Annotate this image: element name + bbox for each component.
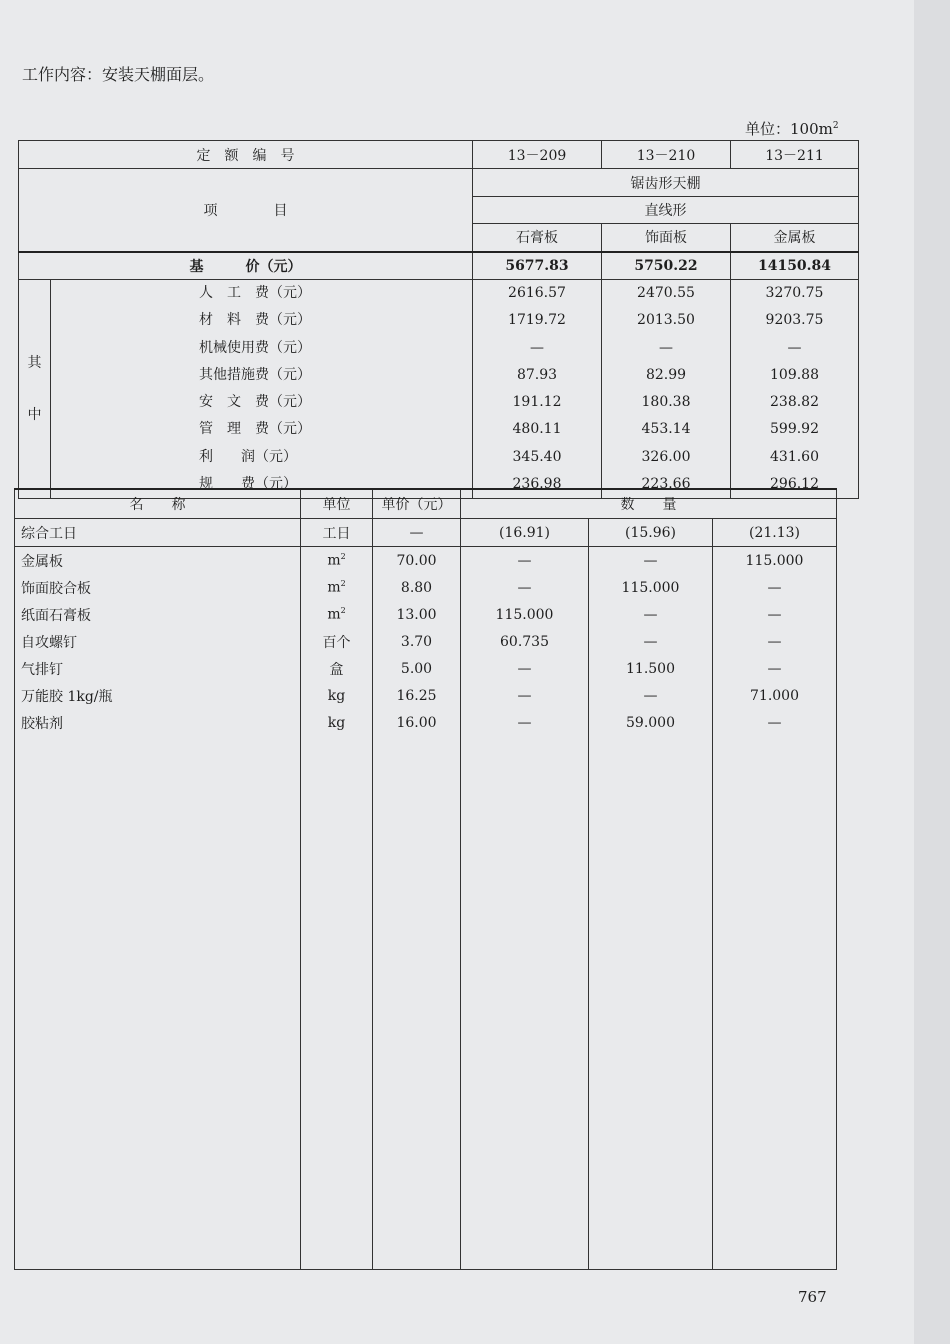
among-label-1: 其	[27, 355, 42, 372]
col-unit: 单位	[301, 489, 373, 519]
among-label	[19, 280, 51, 499]
resource-qty: —	[589, 682, 713, 709]
component-values-2	[602, 280, 731, 499]
resource-qty: 115.000	[461, 601, 589, 628]
resource-name: 纸面石膏板	[15, 601, 301, 628]
component-value: 431.60	[770, 448, 819, 465]
resource-qty: —	[589, 547, 713, 575]
component-value: 326.00	[641, 448, 691, 465]
resource-qty: —	[713, 655, 837, 682]
resource-name: 万能胶 1kg/瓶	[15, 682, 301, 709]
unit-text: m	[327, 579, 341, 596]
resource-unit: kg	[301, 682, 373, 709]
resource-price: 3.70	[373, 628, 461, 655]
resource-qty: —	[461, 547, 589, 575]
empty-cell	[373, 736, 461, 1270]
resource-qty: (21.13)	[713, 519, 837, 547]
resource-qty: 11.500	[589, 655, 713, 682]
resource-table	[14, 488, 837, 1270]
component-value: 236.98	[512, 476, 562, 493]
material-1: 石膏板	[473, 224, 602, 252]
unit-sup: 2	[832, 121, 839, 131]
resource-qty: —	[461, 709, 589, 736]
col-qty: 数 量	[461, 489, 837, 519]
resource-name: 综合工日	[15, 519, 301, 547]
resource-price: 70.00	[373, 547, 461, 575]
resource-price: 13.00	[373, 601, 461, 628]
component-value: 3270.75	[765, 285, 824, 301]
category: 锯齿形天棚	[473, 169, 859, 197]
resource-name: 胶粘剂	[15, 709, 301, 736]
resource-unit	[301, 574, 373, 601]
resource-qty: —	[713, 709, 837, 736]
resource-name: 自攻螺钉	[15, 628, 301, 655]
component-label: 管 理 费（元）	[199, 421, 311, 438]
resource-name: 气排钉	[15, 655, 301, 682]
quota-table	[18, 140, 859, 499]
page-number: 767	[798, 1288, 827, 1306]
resource-qty: —	[589, 601, 713, 628]
among-label-2: 中	[27, 407, 42, 424]
empty-cell	[301, 736, 373, 1270]
resource-qty: —	[461, 655, 589, 682]
component-value: 109.88	[770, 366, 819, 383]
resource-qty: 115.000	[713, 547, 837, 575]
col-price: 单价（元）	[373, 489, 461, 519]
resource-qty: —	[713, 601, 837, 628]
empty-cell	[589, 736, 713, 1270]
code-2: 13－210	[602, 141, 731, 169]
code-label: 定 额 编 号	[19, 141, 473, 169]
material-2: 饰面板	[602, 224, 731, 252]
component-label: 其他措施费（元）	[199, 366, 311, 383]
empty-cell	[15, 736, 301, 1270]
base-price-2: 5750.22	[602, 252, 731, 280]
col-name: 名 称	[15, 489, 301, 519]
component-label: 利 润（元）	[199, 448, 297, 465]
component-value: 2470.55	[637, 285, 695, 301]
resource-unit: 工日	[301, 519, 373, 547]
component-labels	[51, 280, 473, 499]
unit-label	[745, 118, 839, 139]
component-value: —	[787, 339, 802, 356]
empty-cell	[713, 736, 837, 1270]
component-value: 180.38	[641, 394, 691, 411]
component-value: 238.82	[770, 394, 819, 411]
resource-name: 饰面胶合板	[15, 574, 301, 601]
component-value: 1719.72	[508, 312, 566, 329]
resource-price: —	[373, 519, 461, 547]
resource-unit: 百个	[301, 628, 373, 655]
component-value: 2616.57	[508, 285, 566, 301]
resource-price: 5.00	[373, 655, 461, 682]
component-value: 82.99	[645, 366, 687, 383]
resource-qty: 115.000	[589, 574, 713, 601]
resource-qty: 71.000	[713, 682, 837, 709]
empty-cell	[461, 736, 589, 1270]
component-value: 599.92	[770, 421, 819, 438]
component-label: 人 工 费（元）	[199, 285, 311, 301]
component-value: 480.11	[512, 421, 562, 438]
material-3: 金属板	[731, 224, 859, 252]
component-values-3	[731, 280, 859, 499]
resource-qty: —	[589, 628, 713, 655]
base-price-1: 5677.83	[473, 252, 602, 280]
unit-text: 单位：100m	[745, 120, 833, 138]
component-value: 9203.75	[765, 312, 824, 329]
component-value: —	[530, 339, 544, 356]
resource-qty: (15.96)	[589, 519, 713, 547]
component-label: 规 费（元）	[199, 476, 297, 493]
resource-qty: (16.91)	[461, 519, 589, 547]
resource-price: 16.25	[373, 682, 461, 709]
resource-qty: 59.000	[589, 709, 713, 736]
component-label: 安 文 费（元）	[199, 394, 311, 411]
component-values-1	[473, 280, 602, 499]
base-price-3: 14150.84	[731, 252, 859, 280]
component-label: 材 料 费（元）	[199, 312, 311, 329]
resource-qty: —	[461, 682, 589, 709]
resource-unit: kg	[301, 709, 373, 736]
component-value: 191.12	[512, 394, 562, 411]
resource-price: 8.80	[373, 574, 461, 601]
code-3: 13－211	[731, 141, 859, 169]
component-value: 87.93	[516, 366, 558, 383]
unit-text: m	[327, 552, 341, 569]
subcategory: 直线形	[473, 197, 859, 224]
resource-qty: 60.735	[461, 628, 589, 655]
resource-unit	[301, 601, 373, 628]
resource-qty: —	[713, 628, 837, 655]
unit-sup: 2	[340, 552, 346, 562]
unit-sup: 2	[340, 579, 346, 589]
resource-name: 金属板	[15, 547, 301, 575]
component-label: 机械使用费（元）	[199, 339, 311, 356]
resource-qty: —	[713, 574, 837, 601]
resource-unit: 盒	[301, 655, 373, 682]
component-value: 453.14	[641, 421, 691, 438]
work-content: 工作内容：安装天棚面层。	[22, 65, 215, 84]
resource-unit	[301, 547, 373, 575]
item-label: 项 目	[19, 169, 473, 252]
resource-qty: —	[461, 574, 589, 601]
component-value: 296.12	[770, 476, 819, 493]
component-value: 345.40	[512, 448, 562, 465]
component-value: —	[659, 339, 673, 356]
component-value: 223.66	[641, 476, 691, 493]
unit-text: m	[327, 606, 341, 623]
resource-price: 16.00	[373, 709, 461, 736]
component-value: 2013.50	[637, 312, 695, 329]
unit-sup: 2	[340, 606, 346, 616]
code-1: 13－209	[473, 141, 602, 169]
base-price-label: 基 价（元）	[19, 252, 473, 280]
